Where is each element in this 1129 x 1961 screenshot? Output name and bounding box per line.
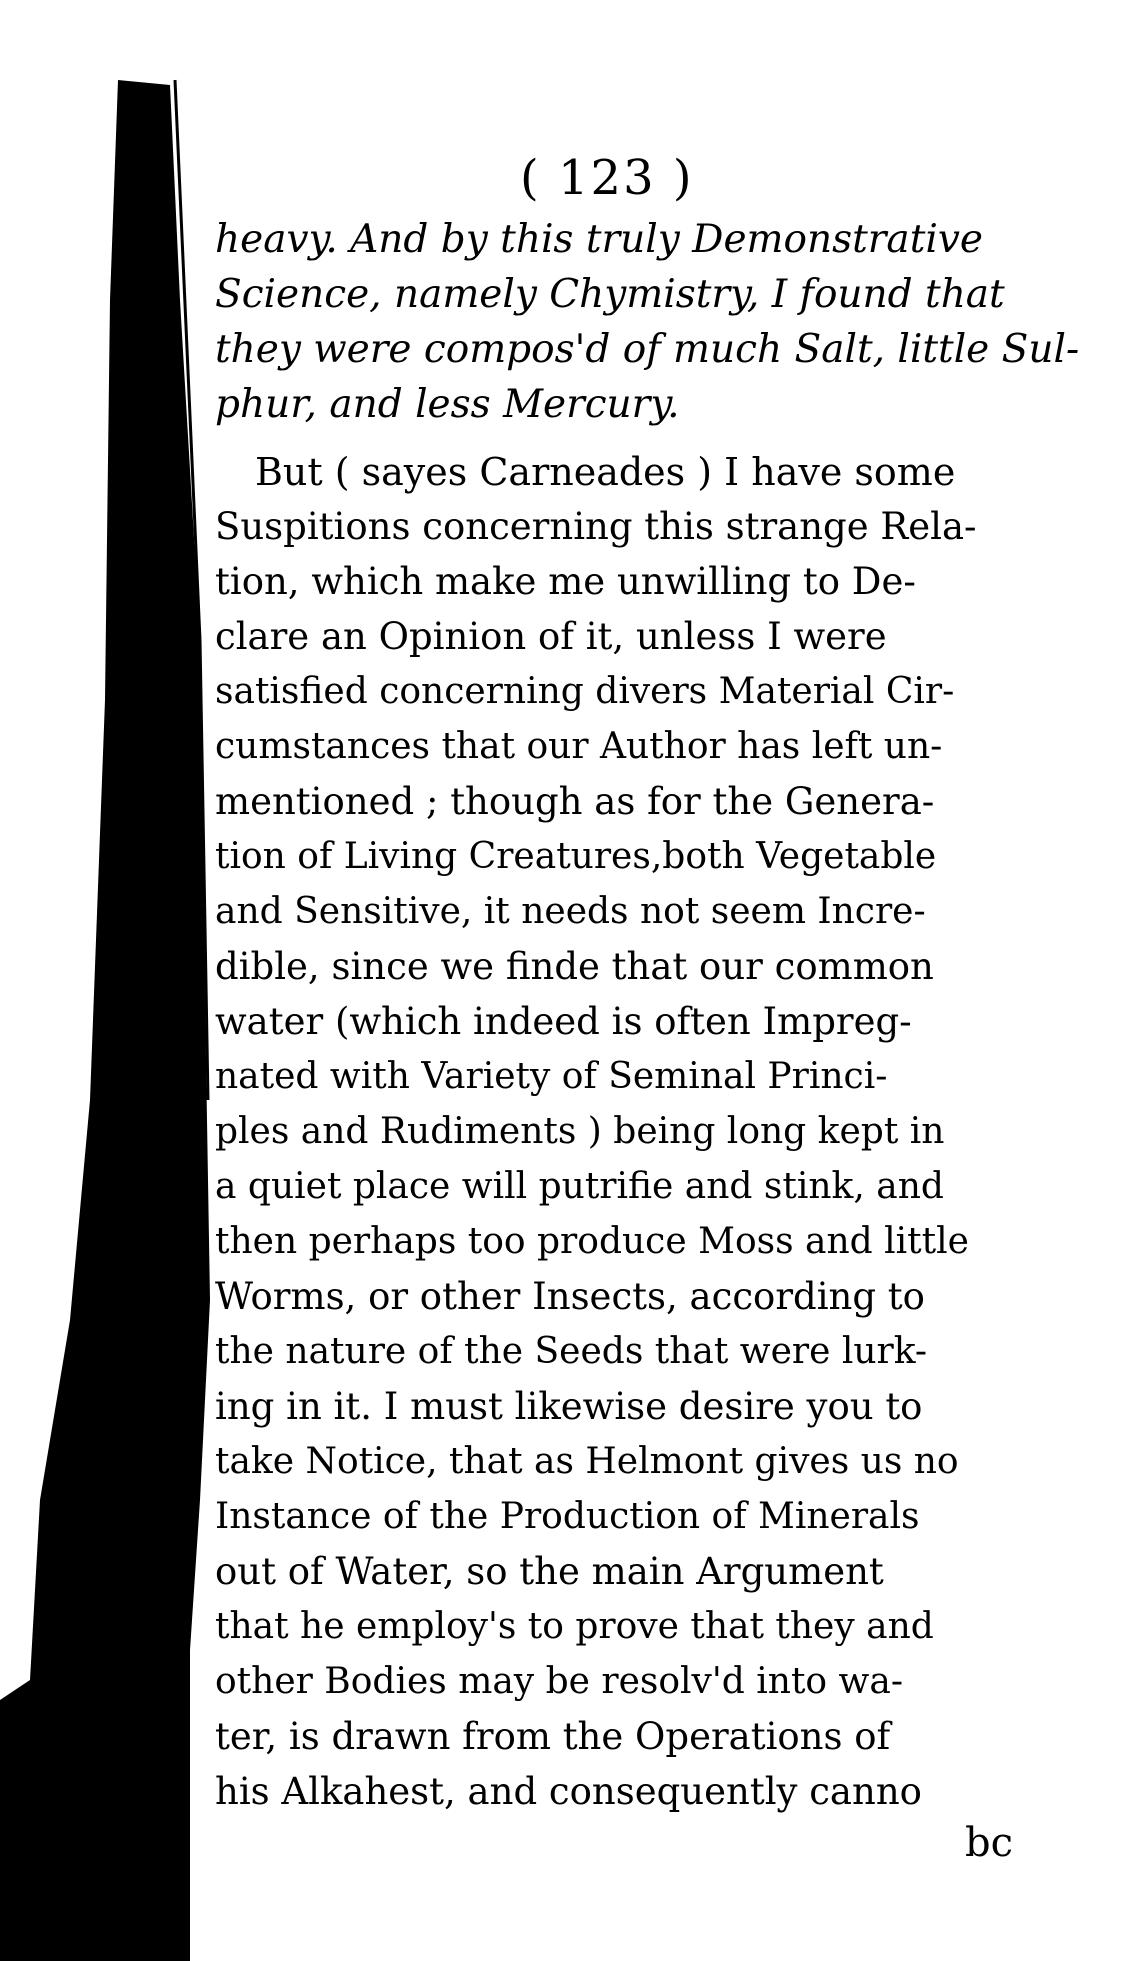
text-line: his Alkahest, and consequently canno: [215, 1770, 922, 1813]
text-line: But ( sayes Carneades ) I have some: [255, 450, 956, 494]
text-line: heavy. And by this truly Demonstrative: [215, 217, 983, 262]
text-line: take Notice, that as Helmont gives us no: [215, 1441, 959, 1482]
text-line: out of Water, so the main Argument: [215, 1550, 884, 1593]
text-line: clare an Opinion of it, unless I were: [215, 615, 887, 658]
catchword: bc: [965, 1820, 1014, 1866]
text-line: Suspitions concerning this strange Rela-: [215, 505, 977, 548]
text-line: Worms, or other Insects, according to: [215, 1275, 925, 1318]
text-line: they were compos'd of much Salt, little Sul-: [215, 327, 1080, 372]
text-line: then perhaps too produce Moss and little: [215, 1221, 969, 1262]
text-line: ples and Rudiments ) being long kept in: [215, 1111, 945, 1152]
text-line: other Bodies may be resolv'd into wa-: [215, 1661, 903, 1702]
text-line: that he employ's to prove that they and: [215, 1606, 934, 1647]
text-line: phur, and less Mercury.: [215, 382, 680, 427]
text-line: cumstances that our Author has left un-: [215, 726, 943, 767]
text-line: tion of Living Creatures,both Vegetable: [215, 836, 937, 877]
text-line: water (which indeed is often Impreg-: [215, 1000, 912, 1043]
binding-shadow: [0, 80, 210, 1961]
page-number: ( 123 ): [520, 150, 694, 206]
text-line: dible, since we finde that our common: [215, 945, 934, 988]
text-line: satisfied concerning divers Material Cir-: [215, 671, 955, 712]
binding-edge: [0, 0, 215, 1961]
text-line: the nature of the Seeds that were lurk-: [215, 1331, 928, 1372]
text-line: a quiet place will putrifie and stink, and: [215, 1166, 944, 1207]
text-line: tion, which make me unwilling to De-: [215, 560, 916, 603]
text-line: ter, is drawn from the Operations of: [215, 1715, 891, 1758]
text-line: Science, namely Chymistry, I found that: [215, 272, 1005, 317]
text-line: and Sensitive, it needs not seem Incre-: [215, 891, 926, 932]
text-line: ing in it. I must likewise desire you to: [215, 1385, 923, 1428]
text-line: nated with Variety of Seminal Princi-: [215, 1056, 888, 1097]
text-line: mentioned ; though as for the Genera-: [215, 780, 935, 823]
text-line: Instance of the Production of Minerals: [215, 1496, 920, 1537]
